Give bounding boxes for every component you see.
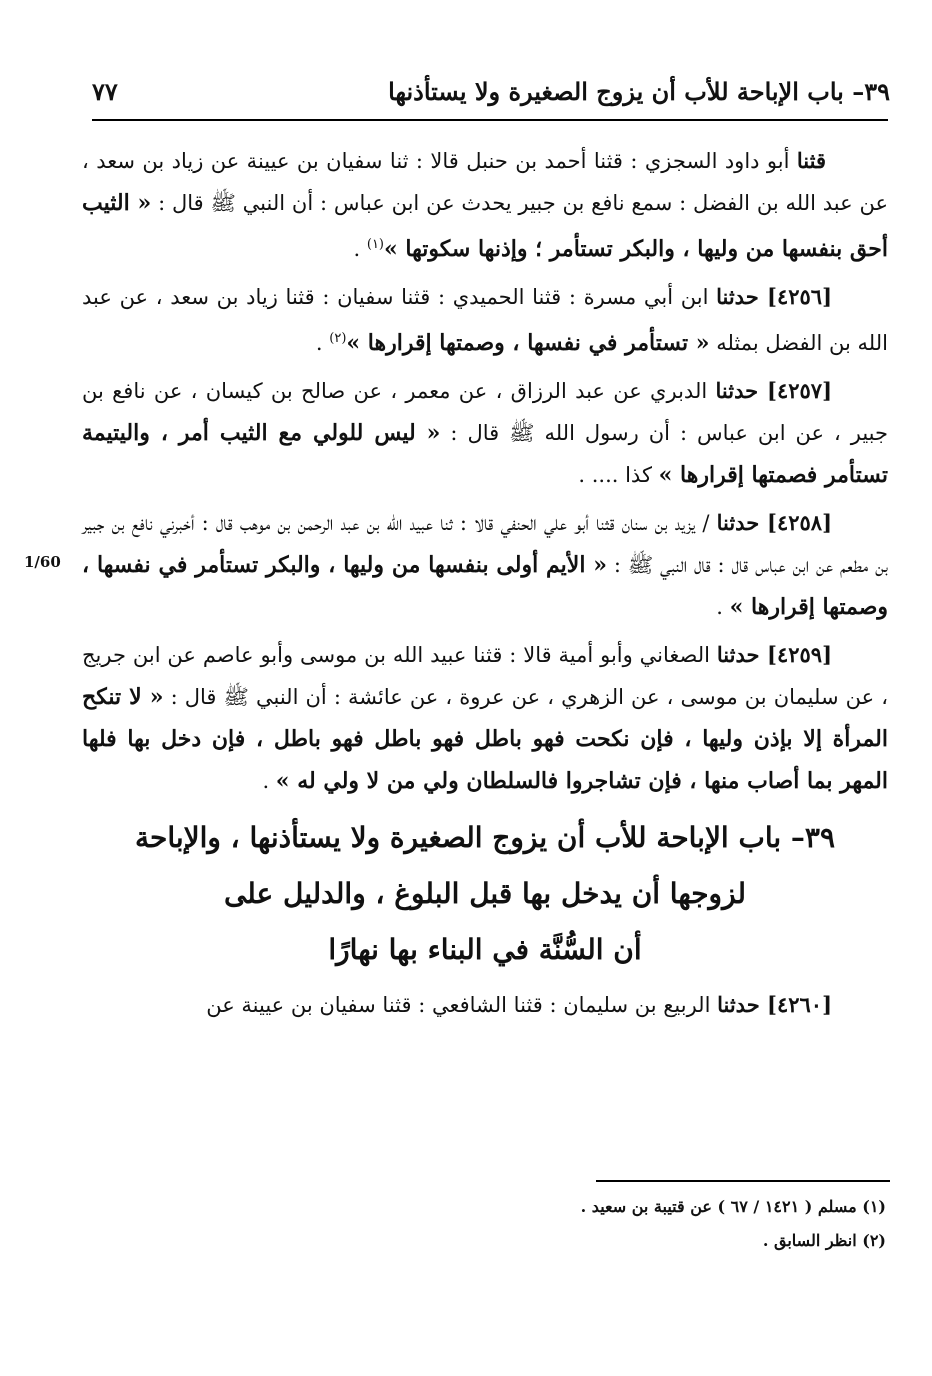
running-title: ٣٩– باب الإباحة للأب أن يزوج الصغيرة ولا يستأذنها bbox=[388, 76, 890, 106]
matn-text: « الثيب أحق بنفسها من وليها ، والبكر تستأمر ؛ وإذنها سكوتها » bbox=[82, 190, 888, 262]
narration-verb: حدثنا bbox=[716, 510, 767, 535]
header-divider bbox=[92, 119, 888, 121]
punctuation: . bbox=[716, 595, 730, 619]
hadith-number: [٤٢٥٨] bbox=[767, 510, 832, 535]
footnote-item: (١) مسلم ( ١٤٢١ / ٦٧ ) عن قتيبة بن سعيد . bbox=[580, 1197, 886, 1216]
punctuation: . bbox=[315, 331, 330, 355]
hadith-paragraph bbox=[82, 140, 888, 270]
narration-verb: حدثنا bbox=[716, 284, 767, 309]
isnad-text: الربيع بن سليمان : قثنا الشافعي : قثنا سفيان بن عيينة عن bbox=[206, 993, 718, 1017]
isnad-text: الدبري عن عبد الرزاق ، عن معمر ، عن صالح بن كيسان ، عن نافع بن جبير ، عن ابن عباس : أن رسول الله ﷺ قال : bbox=[82, 379, 888, 445]
footnote-item: (٢) انظر السابق . bbox=[762, 1231, 886, 1250]
footnote-ref[interactable]: (١) bbox=[366, 237, 384, 252]
section-heading bbox=[82, 810, 888, 978]
narration-verb: حدثنا bbox=[717, 992, 767, 1017]
section-heading-line: أن السُّنَّة في البناء بها نهارًا bbox=[328, 933, 642, 966]
hadith-number: [٤٢٥٧] bbox=[767, 378, 832, 403]
hadith-paragraph bbox=[82, 276, 888, 364]
hadith-number: [٤٢٦٠] bbox=[767, 992, 832, 1017]
page-number: ٧٧ bbox=[92, 76, 118, 106]
hadith-paragraph bbox=[82, 502, 888, 628]
isnad-text: الصغاني وأبو أمية قالا : قثنا عبيد الله بن موسى وأبو عاصم عن ابن جريج ، عن سليمان بن موسى ، عن الزهري ، عن عروة ، عن عائشة : أن النبي ﷺ قال : bbox=[82, 643, 888, 709]
punctuation: كذا .... . bbox=[578, 463, 659, 487]
hadith-paragraph bbox=[82, 634, 888, 802]
footnote-ref[interactable]: (٢) bbox=[329, 331, 347, 346]
matn-text: « ليس للولي مع الثيب أمر ، واليتيمة تستأمر فصمتها إقرارها » bbox=[82, 420, 888, 488]
hadith-number: [٤٢٥٦] bbox=[767, 284, 832, 309]
isnad-text: / يزيد بن سنان قثنا أبو علي الحنفي قالا : ثنا عبيد الله بن عبد الرحمن بن موهب قال : أخبرني نافع بن جبير بن مطعم عن ابن عباس قال : قال النبي ﷺ : bbox=[82, 511, 889, 577]
footnote-divider bbox=[596, 1180, 890, 1182]
main-text bbox=[82, 140, 888, 1026]
matn-text: « لا تنكح المرأة إلا بإذن وليها ، فإن نكحت فهو باطل فهو باطل فهو باطل ، فإن دخل بها فلها المهر بما أصاب منها ، فإن تشاجروا فالسلطان ولي من لا ولي له » bbox=[82, 684, 888, 794]
punctuation: . bbox=[353, 237, 367, 261]
page-header bbox=[92, 68, 890, 114]
narration-verb: حدثنا bbox=[715, 378, 767, 403]
narration-verb: حدثنا bbox=[716, 642, 767, 667]
matn-text: « تستأمر في نفسها ، وصمتها إقرارها » bbox=[346, 330, 710, 356]
hadith-paragraph bbox=[82, 984, 888, 1026]
isnad-text: ابن أبي مسرة : قثنا الحميدي : قثنا سفيان : قثنا زياد بن سعد ، عن عبد الله بن الفضل بمثله bbox=[82, 285, 888, 355]
narration-verb: قثنا bbox=[796, 148, 826, 173]
hadith-number: [٤٢٥٩] bbox=[767, 642, 832, 667]
section-heading-line: ٣٩– باب الإباحة للأب أن يزوج الصغيرة ولا يستأذنها ، والإباحة bbox=[135, 821, 835, 854]
footnotes bbox=[300, 1190, 886, 1258]
hadith-paragraph bbox=[82, 370, 888, 496]
margin-folio-note: 1/60 bbox=[24, 553, 61, 571]
section-heading-line: لزوجها أن يدخل بها قبل البلوغ ، والدليل على bbox=[223, 877, 747, 910]
isnad-text: أبو داود السجزي : قثنا أحمد بن حنبل قالا : ثنا سفيان بن عيينة عن زياد بن سعد ، عن عبد الله بن الفضل : سمع نافع بن جبير يحدث عن ابن عباس : أن النبي ﷺ قال : bbox=[82, 149, 888, 215]
matn-text: « الأيم أولى بنفسها من وليها ، والبكر تستأمر في نفسها ، وصمتها إقرارها » bbox=[82, 552, 888, 620]
punctuation: . bbox=[262, 769, 276, 793]
